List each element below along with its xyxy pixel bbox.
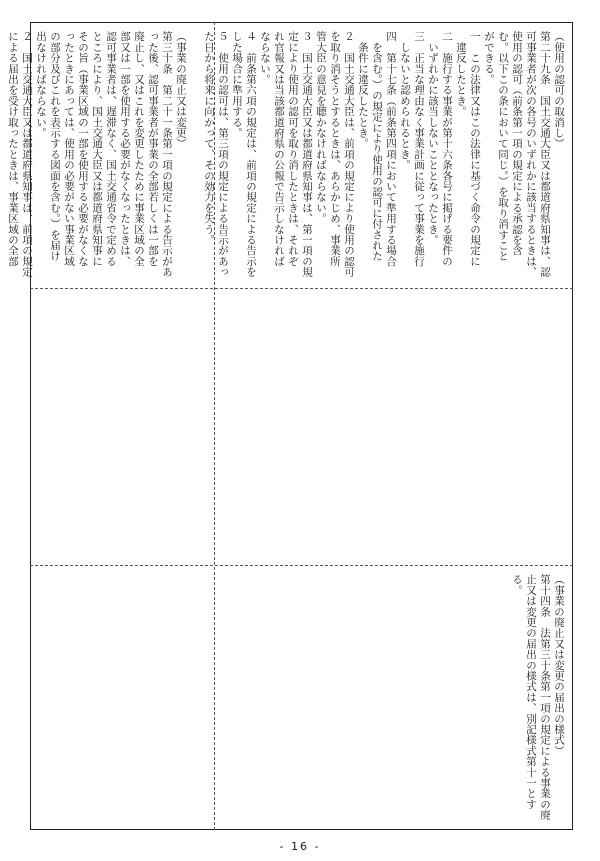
text-line: ２ 国土交通大臣は、前項の規定により使用の認可 <box>343 31 355 278</box>
text-line: た日から将来に向かって、その効力を失う。 <box>203 31 215 245</box>
row-2 <box>31 289 572 565</box>
text-line: ３ 国土交通大臣又は都道府県知事は、第一項の規 <box>301 31 313 278</box>
text-line: 可事業者が次の各号のいずれかに該当するときは、 <box>525 31 537 278</box>
regulation-cell <box>31 566 214 829</box>
text-line: 認可事業者は、遅滞なく、国土交通省令で定める <box>105 31 117 267</box>
text-line: しないと認められるとき。 <box>399 31 411 171</box>
text-line: む。以下この条において同じ。）を取り消すこと <box>497 31 509 262</box>
row-3 <box>31 566 572 829</box>
text-line: 第三十条 第二十一条第一項の規定による告示があ <box>161 31 173 278</box>
text-line: ２ 国土交通大臣又は都道府県知事は、前項の規定 <box>21 31 33 278</box>
text-line: ５ 使用の認可は、第三項の規定による告示があっ <box>217 31 229 278</box>
text-line: 三 正当な理由なく事業計画に従って事業を施行 <box>413 31 425 267</box>
statute-cell <box>214 566 572 829</box>
text-line: る。 <box>511 574 523 596</box>
text-line: ができる。 <box>483 31 495 85</box>
text-line: 部又は一部を使用する必要がなくなったときは、 <box>119 31 131 267</box>
text-line: による届出を受け取ったときは、事業区域の全部 <box>7 31 19 267</box>
text-line: 管大臣の意見を聴かなければならない。 <box>315 31 327 224</box>
text-line: いずれかに該当しないこととなったとき。 <box>427 31 439 245</box>
text-line: その旨（事業区域の一部を使用する必要がなくな <box>77 31 89 267</box>
text-line: 廃止し、又はこれを変更したために事業区域の全 <box>133 31 145 267</box>
text-line: 第十四条 法第三十条第一項の規定による事業の廃 <box>539 574 551 821</box>
statute-cell <box>214 289 572 565</box>
text-line: を取り消そうとするときは、あらかじめ、事業所 <box>329 31 341 267</box>
text-line: った後、認可事業者が事業の全部若しくは一部を <box>147 31 159 267</box>
text-line: 一 この法律又はこの法律に基づく命令の規定に <box>469 31 481 267</box>
text-line: ならない。 <box>259 31 271 85</box>
text-line: 止又は変更の届出の様式は、別記様式第十一とす <box>525 574 537 810</box>
text-line: （使用の認可の取消し） <box>553 31 565 149</box>
text-line: れ官報又は当該都道府県の公報で告示しなければ <box>273 31 285 267</box>
text-line: 使用の認可（前条第一項の規定による承認を含 <box>511 31 523 256</box>
text-line: 違反したとき。 <box>455 31 467 117</box>
text-line: （事業の廃止又は変更） <box>175 31 187 149</box>
regulation-cell <box>31 289 214 565</box>
text-line: を含む。）の規定により使用の認可に付された <box>371 31 383 262</box>
text-line: した場合に準用する。 <box>231 31 243 138</box>
text-line: ４ 前条第六項の規定は、前項の規定による告示を <box>245 31 257 278</box>
text-line: 条件に違反したとき。 <box>357 31 369 149</box>
text-line: 四 第十七条（前条第四項において準用する場合 <box>385 31 397 267</box>
text-line: （事業の廃止又は変更の届出の様式） <box>553 574 565 756</box>
statute-text <box>510 574 566 823</box>
text-line: ったときにあっては、使用の必要がない事業区域 <box>63 31 75 267</box>
statute-cell <box>7 23 572 288</box>
text-line: の部分及びこれを表示する図面を含む。）を届け <box>49 31 61 262</box>
text-line: 二 施行する事業が第十六条各号に掲げる要件の <box>441 31 453 267</box>
page-number: - 16 - <box>279 840 321 853</box>
text-line: 出なければならない。 <box>35 31 47 138</box>
regulation-cell <box>31 23 214 288</box>
row-1 <box>7 23 572 288</box>
text-line: 第二十九条 国土交通大臣又は都道府県知事は、認 <box>539 31 551 278</box>
text-line: ところにより、国土交通大臣又は都道府県知事に <box>91 31 103 267</box>
text-line: 定により使用の認可を取り消したときは、それぞ <box>287 31 299 267</box>
